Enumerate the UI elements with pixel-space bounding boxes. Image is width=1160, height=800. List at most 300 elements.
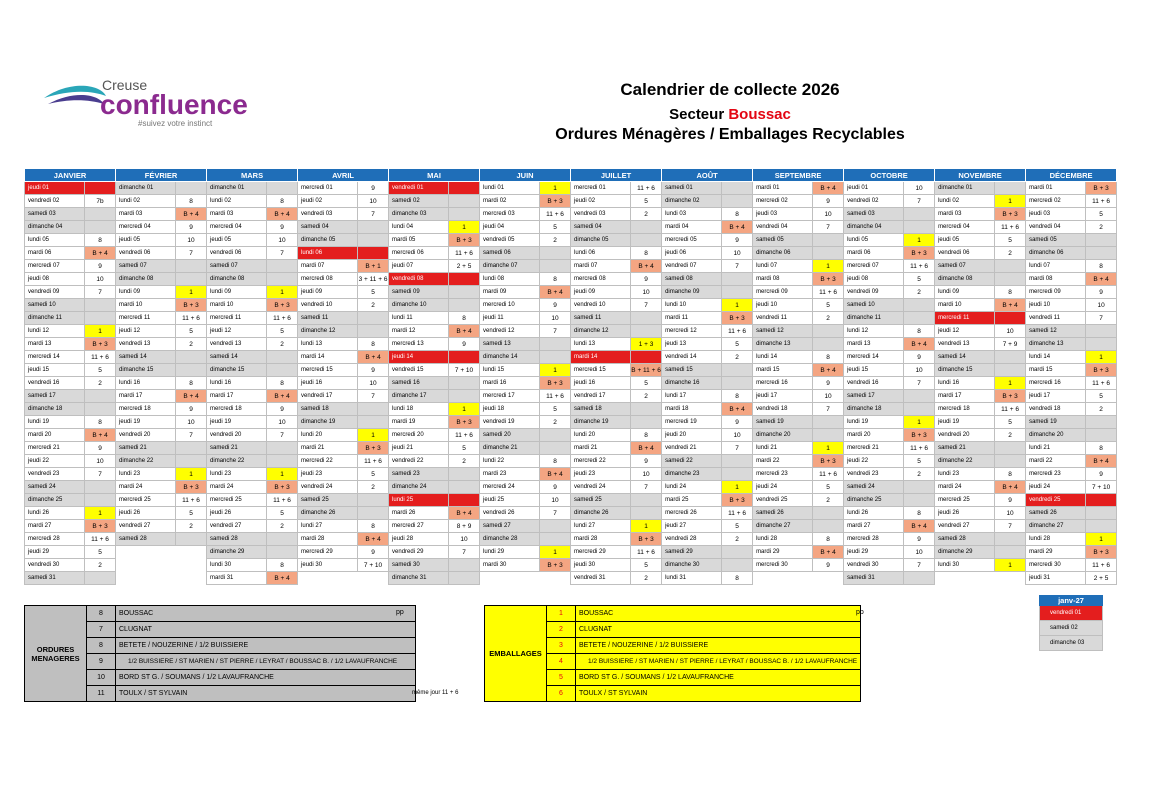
ordures-pp-note: pp bbox=[396, 609, 404, 616]
calendar-row bbox=[25, 182, 1117, 195]
day-cell: mercredi 25 bbox=[116, 494, 176, 507]
collection-cell: 10 bbox=[85, 455, 116, 468]
day-cell: dimanche 02 bbox=[662, 195, 722, 208]
day-cell: samedi 13 bbox=[480, 338, 540, 351]
day-cell: jeudi 05 bbox=[935, 234, 995, 247]
empty-cell bbox=[935, 572, 995, 585]
day-cell: mardi 16 bbox=[480, 377, 540, 390]
collection-cell: 7 bbox=[267, 247, 298, 260]
day-cell: mardi 03 bbox=[935, 208, 995, 221]
collection-cell: 8 bbox=[631, 429, 662, 442]
day-cell: mercredi 11 bbox=[116, 312, 176, 325]
day-cell: vendredi 04 bbox=[753, 221, 813, 234]
collection-cell bbox=[176, 442, 207, 455]
collection-cell: 1 bbox=[813, 260, 844, 273]
day-cell: mercredi 10 bbox=[480, 299, 540, 312]
collection-cell: 7 bbox=[267, 429, 298, 442]
collection-cell bbox=[722, 273, 753, 286]
collection-cell: 10 bbox=[995, 325, 1026, 338]
collection-cell: 11 + 6 bbox=[722, 507, 753, 520]
collection-cell bbox=[85, 182, 116, 195]
collection-cell: B + 4 bbox=[813, 546, 844, 559]
day-cell: mercredi 02 bbox=[753, 195, 813, 208]
collection-cell: 1 bbox=[449, 403, 480, 416]
day-cell: lundi 13 bbox=[298, 338, 358, 351]
day-cell: samedi 21 bbox=[935, 442, 995, 455]
collection-cell bbox=[449, 559, 480, 572]
day-cell: lundi 01 bbox=[480, 182, 540, 195]
collection-cell: 1 bbox=[995, 377, 1026, 390]
collection-cell bbox=[631, 325, 662, 338]
collection-cell bbox=[722, 559, 753, 572]
legend-row bbox=[485, 606, 861, 622]
day-cell: samedi 16 bbox=[389, 377, 449, 390]
collection-cell: 1 bbox=[631, 520, 662, 533]
collection-cell: 8 bbox=[85, 234, 116, 247]
day-cell: mercredi 18 bbox=[207, 403, 267, 416]
collection-cell: 7 bbox=[904, 559, 935, 572]
collection-cell: 7 + 10 bbox=[449, 364, 480, 377]
calendar-row bbox=[25, 221, 1117, 234]
day-cell: mercredi 25 bbox=[207, 494, 267, 507]
collection-cell: 7 bbox=[358, 390, 389, 403]
collection-cell: 2 bbox=[995, 247, 1026, 260]
day-cell: mercredi 18 bbox=[116, 403, 176, 416]
collection-cell: 5 bbox=[1086, 390, 1117, 403]
collection-cell bbox=[995, 455, 1026, 468]
collection-cell: 1 bbox=[904, 234, 935, 247]
day-cell: lundi 23 bbox=[935, 468, 995, 481]
legend-commune: TOULX / ST SYLVAIN bbox=[576, 686, 861, 702]
collection-cell: 9 bbox=[722, 234, 753, 247]
day-cell: vendredi 31 bbox=[571, 572, 631, 585]
day-cell: dimanche 07 bbox=[480, 260, 540, 273]
empty-cell bbox=[480, 572, 540, 585]
collection-cell: B + 4 bbox=[176, 390, 207, 403]
collection-cell: 5 bbox=[904, 273, 935, 286]
collection-cell: 2 bbox=[540, 234, 571, 247]
collection-cell bbox=[631, 312, 662, 325]
collection-cell bbox=[722, 195, 753, 208]
collection-cell: 1 bbox=[176, 468, 207, 481]
collection-cell bbox=[813, 429, 844, 442]
day-cell: samedi 14 bbox=[116, 351, 176, 364]
day-cell: samedi 18 bbox=[298, 403, 358, 416]
collection-cell bbox=[449, 208, 480, 221]
day-cell: jeudi 19 bbox=[116, 416, 176, 429]
calendar-row bbox=[25, 442, 1117, 455]
day-cell: dimanche 11 bbox=[844, 312, 904, 325]
collection-cell: 11 + 6 bbox=[449, 247, 480, 260]
day-cell: jeudi 25 bbox=[480, 494, 540, 507]
collection-cell: 1 bbox=[540, 182, 571, 195]
collection-cell: 11 + 6 bbox=[85, 533, 116, 546]
collection-cell: 11 + 6 bbox=[631, 546, 662, 559]
day-cell: lundi 21 bbox=[753, 442, 813, 455]
day-cell: mercredi 14 bbox=[25, 351, 85, 364]
day-cell: mardi 31 bbox=[207, 572, 267, 585]
collection-cell bbox=[904, 208, 935, 221]
collection-cell: 9 bbox=[358, 182, 389, 195]
collection-cell: 5 bbox=[540, 403, 571, 416]
day-cell: mercredi 07 bbox=[844, 260, 904, 273]
collection-cell bbox=[995, 533, 1026, 546]
empty-cell bbox=[116, 546, 176, 559]
day-cell: mercredi 19 bbox=[662, 416, 722, 429]
collection-cell: 2 bbox=[813, 494, 844, 507]
day-cell: mardi 19 bbox=[389, 416, 449, 429]
day-cell: dimanche 09 bbox=[662, 286, 722, 299]
collection-cell: 11 + 6 bbox=[813, 286, 844, 299]
collection-cell: 2 bbox=[1086, 403, 1117, 416]
day-cell: dimanche 01 bbox=[207, 182, 267, 195]
collection-cell: 1 bbox=[176, 286, 207, 299]
collection-cell: 2 bbox=[358, 299, 389, 312]
collection-cell: 11 + 6 bbox=[995, 403, 1026, 416]
day-cell: vendredi 27 bbox=[116, 520, 176, 533]
day-cell: mercredi 13 bbox=[389, 338, 449, 351]
legend-commune: BETETE / NOUZERINE / 1/2 BUISSIERE bbox=[576, 638, 861, 654]
collection-cell: 2 bbox=[904, 468, 935, 481]
day-cell: samedi 21 bbox=[116, 442, 176, 455]
empty-cell bbox=[116, 559, 176, 572]
collection-cell bbox=[176, 533, 207, 546]
day-cell: mardi 09 bbox=[480, 286, 540, 299]
day-cell: dimanche 20 bbox=[1026, 429, 1086, 442]
day-cell: dimanche 01 bbox=[116, 182, 176, 195]
collection-cell bbox=[540, 351, 571, 364]
collection-cell bbox=[176, 455, 207, 468]
day-cell: dimanche 15 bbox=[116, 364, 176, 377]
day-cell: mercredi 30 bbox=[753, 559, 813, 572]
day-cell: samedi 28 bbox=[207, 533, 267, 546]
day-cell: dimanche 19 bbox=[571, 416, 631, 429]
collection-cell: 5 bbox=[358, 286, 389, 299]
collection-cell: 5 bbox=[631, 377, 662, 390]
calendar-row bbox=[25, 403, 1117, 416]
collection-cell bbox=[631, 403, 662, 416]
day-cell: mardi 04 bbox=[662, 221, 722, 234]
collection-cell: 11 + 6 bbox=[267, 494, 298, 507]
month-header: DÉCEMBRE bbox=[1026, 169, 1117, 182]
collection-cell: B + 3 bbox=[540, 377, 571, 390]
day-cell: mardi 30 bbox=[480, 559, 540, 572]
day-cell: lundi 06 bbox=[298, 247, 358, 260]
day-cell: lundi 06 bbox=[571, 247, 631, 260]
day-cell: dimanche 05 bbox=[298, 234, 358, 247]
day-cell: vendredi 13 bbox=[935, 338, 995, 351]
collection-cell bbox=[358, 507, 389, 520]
day-cell: mercredi 22 bbox=[571, 455, 631, 468]
next-month-block bbox=[1039, 595, 1103, 651]
day-cell: samedi 25 bbox=[298, 494, 358, 507]
day-cell: vendredi 02 bbox=[25, 195, 85, 208]
day-cell: samedi 19 bbox=[1026, 416, 1086, 429]
calendar-row bbox=[25, 494, 1117, 507]
collection-cell: 10 bbox=[540, 494, 571, 507]
day-cell: samedi 15 bbox=[662, 364, 722, 377]
collection-cell: 2 bbox=[85, 377, 116, 390]
collection-cell: B + 3 bbox=[267, 299, 298, 312]
collection-cell: 1 bbox=[995, 559, 1026, 572]
day-cell: mercredi 28 bbox=[844, 533, 904, 546]
collection-cell: 8 bbox=[813, 533, 844, 546]
day-cell: samedi 30 bbox=[389, 559, 449, 572]
collection-cell: 2 + 5 bbox=[1086, 572, 1117, 585]
collection-cell: 8 bbox=[85, 416, 116, 429]
collection-cell: 8 bbox=[631, 247, 662, 260]
collection-cell: 10 bbox=[1086, 299, 1117, 312]
collection-cell: 1 bbox=[358, 429, 389, 442]
day-cell: mercredi 23 bbox=[753, 468, 813, 481]
collection-cell: 5 bbox=[176, 325, 207, 338]
empty-cell bbox=[298, 572, 358, 585]
collection-cell: 10 bbox=[540, 312, 571, 325]
collection-cell bbox=[904, 481, 935, 494]
collection-cell bbox=[540, 442, 571, 455]
calendar-row bbox=[25, 455, 1117, 468]
day-cell: lundi 31 bbox=[662, 572, 722, 585]
collection-cell: 8 bbox=[722, 208, 753, 221]
day-cell: jeudi 09 bbox=[298, 286, 358, 299]
day-cell: dimanche 04 bbox=[25, 221, 85, 234]
collection-cell: 10 bbox=[904, 546, 935, 559]
collection-cell: 1 bbox=[540, 546, 571, 559]
day-cell: lundi 14 bbox=[753, 351, 813, 364]
collection-cell bbox=[904, 403, 935, 416]
collection-cell: 2 + 5 bbox=[449, 260, 480, 273]
day-cell: lundi 03 bbox=[662, 208, 722, 221]
day-cell: vendredi 24 bbox=[298, 481, 358, 494]
collection-cell: 9 bbox=[85, 442, 116, 455]
day-cell: jeudi 10 bbox=[753, 299, 813, 312]
calendar-row bbox=[25, 286, 1117, 299]
day-cell: samedi 01 bbox=[662, 182, 722, 195]
day-cell: lundi 02 bbox=[116, 195, 176, 208]
collection-cell: 10 bbox=[267, 234, 298, 247]
day-cell: mardi 10 bbox=[116, 299, 176, 312]
month-header: SEPTEMBRE bbox=[753, 169, 844, 182]
day-cell: lundi 19 bbox=[844, 416, 904, 429]
day-cell: vendredi 18 bbox=[1026, 403, 1086, 416]
legend-commune: 1/2 BUISSIERE / ST MARIEN / ST PIERRE / LEYRAT / BOUSSAC B. / 1/2 LAVAUFRANCHE bbox=[576, 654, 861, 670]
day-cell: samedi 27 bbox=[480, 520, 540, 533]
day-cell: samedi 03 bbox=[844, 208, 904, 221]
collection-cell: B + 3 bbox=[813, 273, 844, 286]
collection-cell: 5 bbox=[722, 520, 753, 533]
collection-cell bbox=[995, 260, 1026, 273]
collection-cell: 9 bbox=[358, 364, 389, 377]
day-cell: jeudi 17 bbox=[753, 390, 813, 403]
day-cell: lundi 12 bbox=[25, 325, 85, 338]
day-cell: dimanche 29 bbox=[207, 546, 267, 559]
month-header: NOVEMBRE bbox=[935, 169, 1026, 182]
collection-cell: 10 bbox=[176, 416, 207, 429]
collection-cell bbox=[449, 286, 480, 299]
day-cell: mardi 06 bbox=[25, 247, 85, 260]
day-cell: dimanche 15 bbox=[935, 364, 995, 377]
collection-cell bbox=[995, 182, 1026, 195]
day-cell: lundi 09 bbox=[935, 286, 995, 299]
day-cell: mardi 28 bbox=[571, 533, 631, 546]
collection-cell: 10 bbox=[995, 507, 1026, 520]
day-cell: jeudi 30 bbox=[298, 559, 358, 572]
collection-cell: 1 bbox=[722, 299, 753, 312]
collection-cell: 8 bbox=[540, 273, 571, 286]
calendar-row bbox=[25, 234, 1117, 247]
collection-cell: B + 4 bbox=[267, 572, 298, 585]
page-subtitle bbox=[520, 106, 940, 123]
month-header: MARS bbox=[207, 169, 298, 182]
collection-cell: 8 bbox=[1086, 442, 1117, 455]
collection-cell: 10 bbox=[631, 468, 662, 481]
day-cell: mardi 01 bbox=[753, 182, 813, 195]
collection-cell: B + 3 bbox=[1086, 364, 1117, 377]
day-cell: jeudi 27 bbox=[662, 520, 722, 533]
day-cell: mercredi 25 bbox=[935, 494, 995, 507]
day-cell: jeudi 28 bbox=[389, 533, 449, 546]
logo-text-top: Creuse bbox=[102, 77, 148, 93]
day-cell: mercredi 20 bbox=[389, 429, 449, 442]
collection-cell: 9 bbox=[995, 494, 1026, 507]
collection-cell: B + 3 bbox=[449, 234, 480, 247]
collection-cell: 1 bbox=[904, 416, 935, 429]
empty-cell bbox=[540, 572, 571, 585]
day-cell: jeudi 15 bbox=[25, 364, 85, 377]
day-cell: jeudi 07 bbox=[389, 260, 449, 273]
day-cell: mardi 24 bbox=[116, 481, 176, 494]
collection-cell: 7 bbox=[85, 286, 116, 299]
day-cell: mardi 22 bbox=[753, 455, 813, 468]
calendar-row bbox=[25, 325, 1117, 338]
day-cell: vendredi 11 bbox=[753, 312, 813, 325]
legend-number: 9 bbox=[87, 654, 116, 670]
collection-cell: B + 3 bbox=[722, 494, 753, 507]
collection-cell: 5 bbox=[267, 325, 298, 338]
collection-cell: 2 bbox=[813, 312, 844, 325]
day-cell: samedi 08 bbox=[662, 273, 722, 286]
day-cell: mardi 01 bbox=[1026, 182, 1086, 195]
next-month-day: samedi 02 bbox=[1039, 621, 1103, 636]
collection-cell bbox=[540, 520, 571, 533]
collection-cell: 7 bbox=[176, 429, 207, 442]
collection-cell: 1 bbox=[722, 481, 753, 494]
collection-cell: 11 + 6 bbox=[540, 390, 571, 403]
collection-cell: B + 11 + 6 bbox=[631, 364, 662, 377]
day-cell: mercredi 06 bbox=[389, 247, 449, 260]
collection-cell bbox=[631, 507, 662, 520]
day-cell: mercredi 09 bbox=[1026, 286, 1086, 299]
collection-cell: B + 4 bbox=[722, 403, 753, 416]
day-cell: mardi 27 bbox=[844, 520, 904, 533]
day-cell: jeudi 10 bbox=[1026, 299, 1086, 312]
collection-cell bbox=[85, 572, 116, 585]
collection-cell bbox=[813, 338, 844, 351]
day-cell: lundi 15 bbox=[480, 364, 540, 377]
day-cell: dimanche 18 bbox=[844, 403, 904, 416]
day-cell: mardi 13 bbox=[25, 338, 85, 351]
collection-cell: 10 bbox=[176, 234, 207, 247]
collection-cell: 11 + 6 bbox=[904, 260, 935, 273]
collection-cell: 5 bbox=[813, 299, 844, 312]
day-cell: samedi 03 bbox=[25, 208, 85, 221]
collection-cell bbox=[995, 273, 1026, 286]
legend-commune: CLUGNAT bbox=[116, 622, 416, 638]
day-cell: mardi 15 bbox=[1026, 364, 1086, 377]
day-cell: dimanche 30 bbox=[662, 559, 722, 572]
collection-cell bbox=[904, 312, 935, 325]
collection-cell bbox=[358, 221, 389, 234]
logo-tagline: #suivez votre instinct bbox=[138, 119, 213, 128]
day-cell: vendredi 07 bbox=[662, 260, 722, 273]
collection-cell: 2 bbox=[631, 390, 662, 403]
day-cell: samedi 28 bbox=[935, 533, 995, 546]
collection-cell: B + 4 bbox=[1086, 273, 1117, 286]
collection-cell bbox=[85, 312, 116, 325]
collection-cell: 2 bbox=[722, 533, 753, 546]
day-cell: mardi 21 bbox=[298, 442, 358, 455]
day-cell: lundi 27 bbox=[571, 520, 631, 533]
collection-cell bbox=[449, 390, 480, 403]
day-cell: samedi 14 bbox=[935, 351, 995, 364]
collection-cell bbox=[267, 546, 298, 559]
day-cell: mercredi 26 bbox=[662, 507, 722, 520]
collection-cell: 11 + 6 bbox=[1086, 377, 1117, 390]
calendar-row bbox=[25, 416, 1117, 429]
day-cell: mardi 05 bbox=[389, 234, 449, 247]
collection-cell bbox=[449, 468, 480, 481]
day-cell: mercredi 23 bbox=[1026, 468, 1086, 481]
collection-cell: B + 3 bbox=[813, 455, 844, 468]
day-cell: vendredi 14 bbox=[662, 351, 722, 364]
day-cell: vendredi 02 bbox=[844, 195, 904, 208]
day-cell: dimanche 03 bbox=[389, 208, 449, 221]
collection-cell: 1 bbox=[267, 468, 298, 481]
day-cell: lundi 07 bbox=[753, 260, 813, 273]
month-header: JANVIER bbox=[25, 169, 116, 182]
day-cell: samedi 10 bbox=[25, 299, 85, 312]
collection-cell bbox=[85, 299, 116, 312]
day-cell: samedi 17 bbox=[25, 390, 85, 403]
collection-cell: 9 bbox=[813, 559, 844, 572]
collection-cell bbox=[904, 572, 935, 585]
day-cell: lundi 13 bbox=[571, 338, 631, 351]
collection-cell: B + 4 bbox=[449, 325, 480, 338]
day-cell: jeudi 02 bbox=[298, 195, 358, 208]
calendar-row bbox=[25, 351, 1117, 364]
collection-cell bbox=[176, 260, 207, 273]
day-cell: mercredi 21 bbox=[844, 442, 904, 455]
collection-cell: 8 bbox=[358, 520, 389, 533]
day-cell: mercredi 27 bbox=[389, 520, 449, 533]
collection-cell bbox=[267, 351, 298, 364]
collection-cell: 5 bbox=[85, 364, 116, 377]
day-cell: samedi 07 bbox=[935, 260, 995, 273]
calendar-row bbox=[25, 468, 1117, 481]
day-cell: jeudi 08 bbox=[844, 273, 904, 286]
month-header: JUIN bbox=[480, 169, 571, 182]
collection-cell: 11 + 6 bbox=[176, 494, 207, 507]
day-cell: vendredi 17 bbox=[298, 390, 358, 403]
calendar-row bbox=[25, 208, 1117, 221]
collection-cell bbox=[358, 247, 389, 260]
collection-cell: 7 bbox=[449, 546, 480, 559]
day-cell: mardi 24 bbox=[207, 481, 267, 494]
collection-cell: 2 bbox=[176, 338, 207, 351]
day-cell: mercredi 03 bbox=[480, 208, 540, 221]
day-cell: jeudi 04 bbox=[480, 221, 540, 234]
collection-cell: 9 bbox=[1086, 286, 1117, 299]
